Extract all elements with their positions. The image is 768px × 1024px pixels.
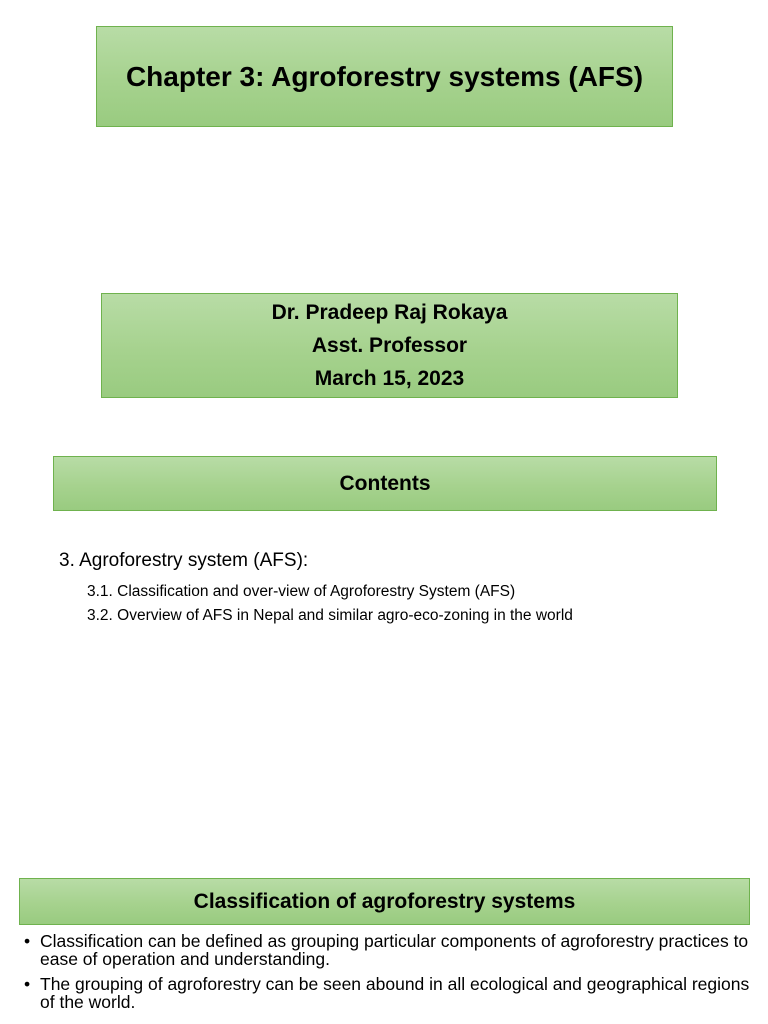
contents-item-sub: 3.2. Overview of AFS in Nepal and similar agro-eco-zoning in the world [87, 607, 573, 624]
bullet-text: Classification can be defined as grouping particular components of agroforestry practices to ease of operation and understanding. [40, 931, 749, 969]
author-info-box [101, 293, 678, 398]
contents-heading-box [53, 456, 717, 511]
presentation-date: March 15, 2023 [314, 367, 465, 390]
bullet-item [22, 932, 752, 968]
contents-item-main: 3. Agroforestry system (AFS): [59, 550, 309, 571]
bullet-icon: • [24, 931, 31, 951]
contents-item-sub: 3.1. Classification and over-view of Agroforestry System (AFS) [87, 583, 516, 600]
bullet-icon: • [24, 974, 31, 994]
chapter-title: Chapter 3: Agroforestry systems (AFS) [125, 60, 644, 92]
author-role: Asst. Professor [311, 334, 468, 357]
author-name: Dr. Pradeep Raj Rokaya [271, 301, 508, 324]
classification-heading-box [19, 878, 750, 925]
contents-heading: Contents [339, 471, 431, 495]
bullet-text: The grouping of agroforestry can be seen abound in all ecological and geographical regions of the world. [40, 974, 750, 1012]
contents-list [59, 549, 739, 628]
classification-bullet-list [22, 932, 752, 1018]
chapter-title-box [96, 26, 673, 127]
bullet-item [22, 975, 752, 1011]
classification-heading: Classification of agroforestry systems [193, 889, 576, 913]
